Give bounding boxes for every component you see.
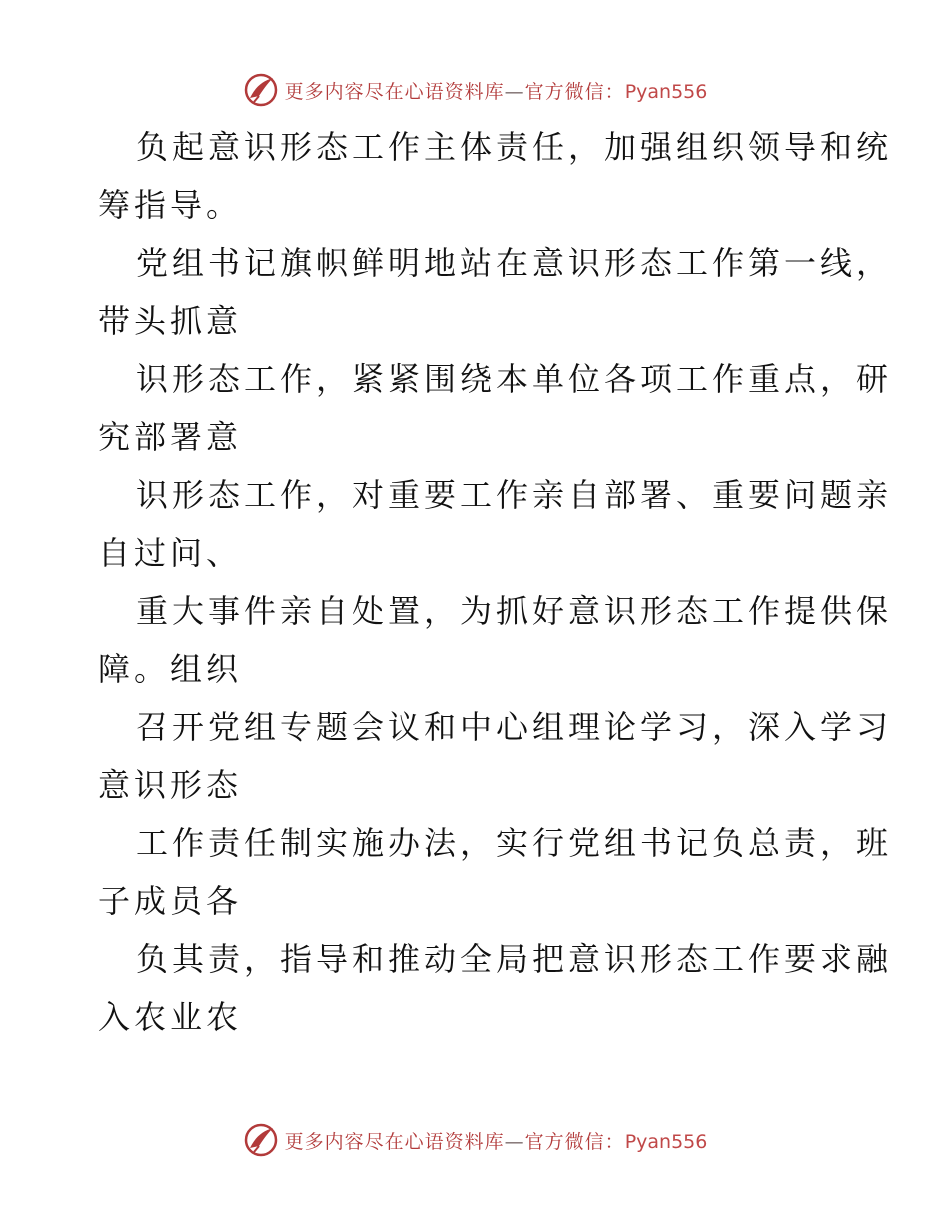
logo-icon — [243, 72, 279, 108]
text-line: 带头抓意 — [98, 302, 243, 340]
page-footer — [0, 1122, 950, 1158]
text-line: 入农业农 — [98, 998, 243, 1036]
header-wechat-label: 官方微信： — [524, 80, 625, 103]
text-line: 重大事件亲自处置，为抓好意识形态工作提供保 — [136, 592, 893, 630]
footer-wechat-label: 官方微信： — [524, 1130, 625, 1153]
text-line: 识形态工作，对重要工作亲自部署、重要问题亲 — [136, 476, 893, 514]
text-line: 障。组织 — [98, 650, 243, 688]
footer-banner — [285, 1127, 708, 1154]
footer-brand: 更多内容尽在心语资料库 — [284, 1130, 505, 1153]
header-wechat-id: Pyan556 — [624, 80, 708, 103]
header-brand: 更多内容尽在心语资料库 — [284, 80, 505, 103]
text-line: 党组书记旗帜鲜明地站在意识形态工作第一线， — [136, 244, 893, 282]
text-line: 工作责任制实施办法，实行党组书记负总责，班 — [136, 824, 893, 862]
text-line: 负其责，指导和推动全局把意识形态工作要求融 — [136, 940, 893, 978]
text-line: 意识形态 — [98, 766, 243, 804]
text-line: 负起意识形态工作主体责任，加强组织领导和统 — [136, 128, 893, 166]
footer-wechat-id: Pyan556 — [624, 1130, 708, 1153]
page-header — [0, 72, 950, 108]
text-line: 识形态工作，紧紧围绕本单位各项工作重点，研 — [136, 360, 893, 398]
text-line: 筹指导。 — [98, 186, 243, 224]
header-banner — [285, 77, 708, 104]
footer-separator: — — [504, 1130, 525, 1153]
text-line: 自过问、 — [98, 534, 243, 572]
header-separator: — — [504, 80, 525, 103]
text-line: 究部署意 — [98, 418, 243, 456]
document-body — [98, 118, 893, 1046]
text-line: 召开党组专题会议和中心组理论学习，深入学习 — [136, 708, 893, 746]
logo-icon — [243, 1122, 279, 1158]
text-line: 子成员各 — [98, 882, 243, 920]
